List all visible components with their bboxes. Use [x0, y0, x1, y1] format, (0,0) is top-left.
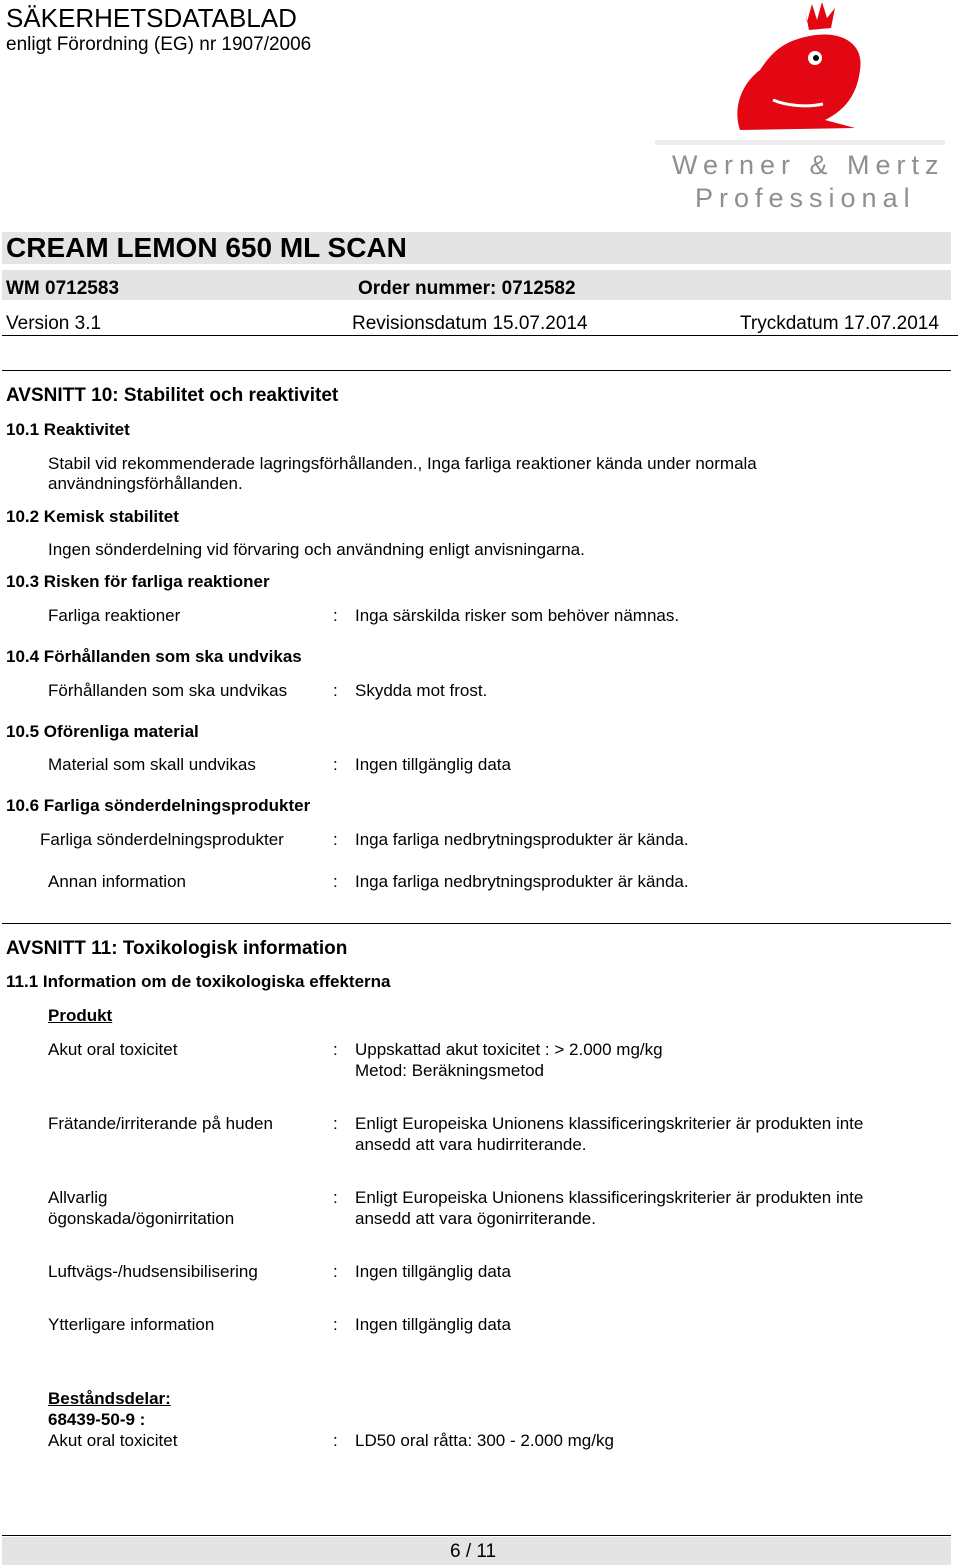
field-label: Akut oral toxicitet [48, 1040, 178, 1059]
document-title: SÄKERHETSDATABLAD [6, 3, 297, 33]
print-date: Tryckdatum 17.07.2014 [740, 313, 939, 334]
subsection-11-1-title: 11.1 Information om de toxikologiska effekterna [6, 972, 391, 991]
section-divider [2, 370, 951, 371]
revision-date: Revisionsdatum 15.07.2014 [352, 313, 588, 334]
subsection-10-2-title: 10.2 Kemisk stabilitet [6, 507, 179, 526]
field-colon: : [333, 1431, 338, 1450]
field-label: Luftvägs-/hudsensibilisering [48, 1262, 258, 1281]
components-heading: Beståndsdelar: [48, 1389, 171, 1408]
field-colon: : [333, 1262, 338, 1281]
field-value: Ingen tillgänglig data [355, 755, 511, 774]
field-value: Inga farliga nedbrytningsprodukter är kända. [355, 872, 689, 891]
field-colon: : [333, 1315, 338, 1334]
field-value: Ingen tillgänglig data [355, 1262, 511, 1281]
subsection-10-6-title: 10.6 Farliga sönderdelningsprodukter [6, 796, 311, 815]
version: Version 3.1 [6, 313, 102, 334]
product-name: CREAM LEMON 650 ML SCAN [6, 232, 407, 263]
field-value: Inga farliga nedbrytningsprodukter är kända. [355, 830, 689, 849]
section-11-heading: AVSNITT 11: Toxikologisk information [6, 938, 348, 959]
section-10-heading: AVSNITT 10: Stabilitet och reaktivitet [6, 385, 339, 406]
field-value: Inga särskilda risker som behöver nämnas. [355, 606, 680, 625]
reactivity-text-line1: Stabil vid rekommenderade lagringsförhållanden., Inga farliga reaktioner kända under normala [48, 454, 757, 473]
subsection-10-5-title: 10.5 Oförenliga material [6, 722, 199, 741]
field-colon: : [333, 830, 338, 849]
reactivity-text-line2: användningsförhållanden. [48, 474, 243, 493]
page-number: 6 / 11 [450, 1541, 497, 1562]
document-subtitle: enligt Förordning (EG) nr 1907/2006 [6, 34, 312, 55]
field-label: Farliga reaktioner [48, 606, 181, 625]
field-value: ansedd att vara hudirriterande. [355, 1135, 587, 1154]
section-divider [2, 923, 951, 924]
product-subheading: Produkt [48, 1006, 113, 1025]
field-label: Akut oral toxicitet [48, 1431, 178, 1450]
field-label: Material som skall undvikas [48, 755, 256, 774]
field-label: Ytterligare information [48, 1315, 215, 1334]
footer-divider [2, 1535, 951, 1536]
header-divider [2, 335, 958, 336]
field-value: Enligt Europeiska Unionens klassificeringskriterier är produkten inte [355, 1188, 864, 1207]
field-colon: : [333, 1188, 338, 1207]
field-label: Annan information [48, 872, 186, 891]
field-value: Skydda mot frost. [355, 681, 488, 700]
brand-name: Werner & Mertz [672, 150, 945, 180]
field-label: Farliga sönderdelningsprodukter [40, 830, 284, 849]
field-colon: : [333, 1040, 338, 1059]
field-value: Ingen tillgänglig data [355, 1315, 511, 1334]
field-colon: : [333, 755, 338, 774]
product-code: WM 0712583 [6, 278, 120, 299]
field-value: Enligt Europeiska Unionens klassificeringskriterier är produkten inte [355, 1114, 864, 1133]
field-colon: : [333, 606, 338, 625]
field-value: Metod: Beräkningsmetod [355, 1061, 544, 1080]
order-number: Order nummer: 0712582 [358, 278, 576, 299]
field-label: Frätande/irriterande på huden [48, 1114, 273, 1133]
field-label: ögonskada/ögonirritation [48, 1209, 235, 1228]
cas-number: 68439-50-9 : [48, 1410, 146, 1429]
stability-text: Ingen sönderdelning vid förvaring och användning enligt anvisningarna. [48, 540, 585, 559]
field-colon: : [333, 872, 338, 891]
brand-tagline: Professional [695, 183, 916, 213]
field-colon: : [333, 1114, 338, 1133]
field-value: LD50 oral råtta: 300 - 2.000 mg/kg [355, 1431, 614, 1450]
subsection-10-3-title: 10.3 Risken för farliga reaktioner [6, 572, 270, 591]
field-value: ansedd att vara ögonirriterande. [355, 1209, 596, 1228]
field-colon: : [333, 681, 338, 700]
field-label: Allvarlig [48, 1188, 108, 1207]
subsection-10-1-title: 10.1 Reaktivitet [6, 420, 130, 439]
field-value: Uppskattad akut toxicitet : > 2.000 mg/kg [355, 1040, 663, 1059]
subsection-10-4-title: 10.4 Förhållanden som ska undvikas [6, 647, 302, 666]
field-label: Förhållanden som ska undvikas [48, 681, 288, 700]
